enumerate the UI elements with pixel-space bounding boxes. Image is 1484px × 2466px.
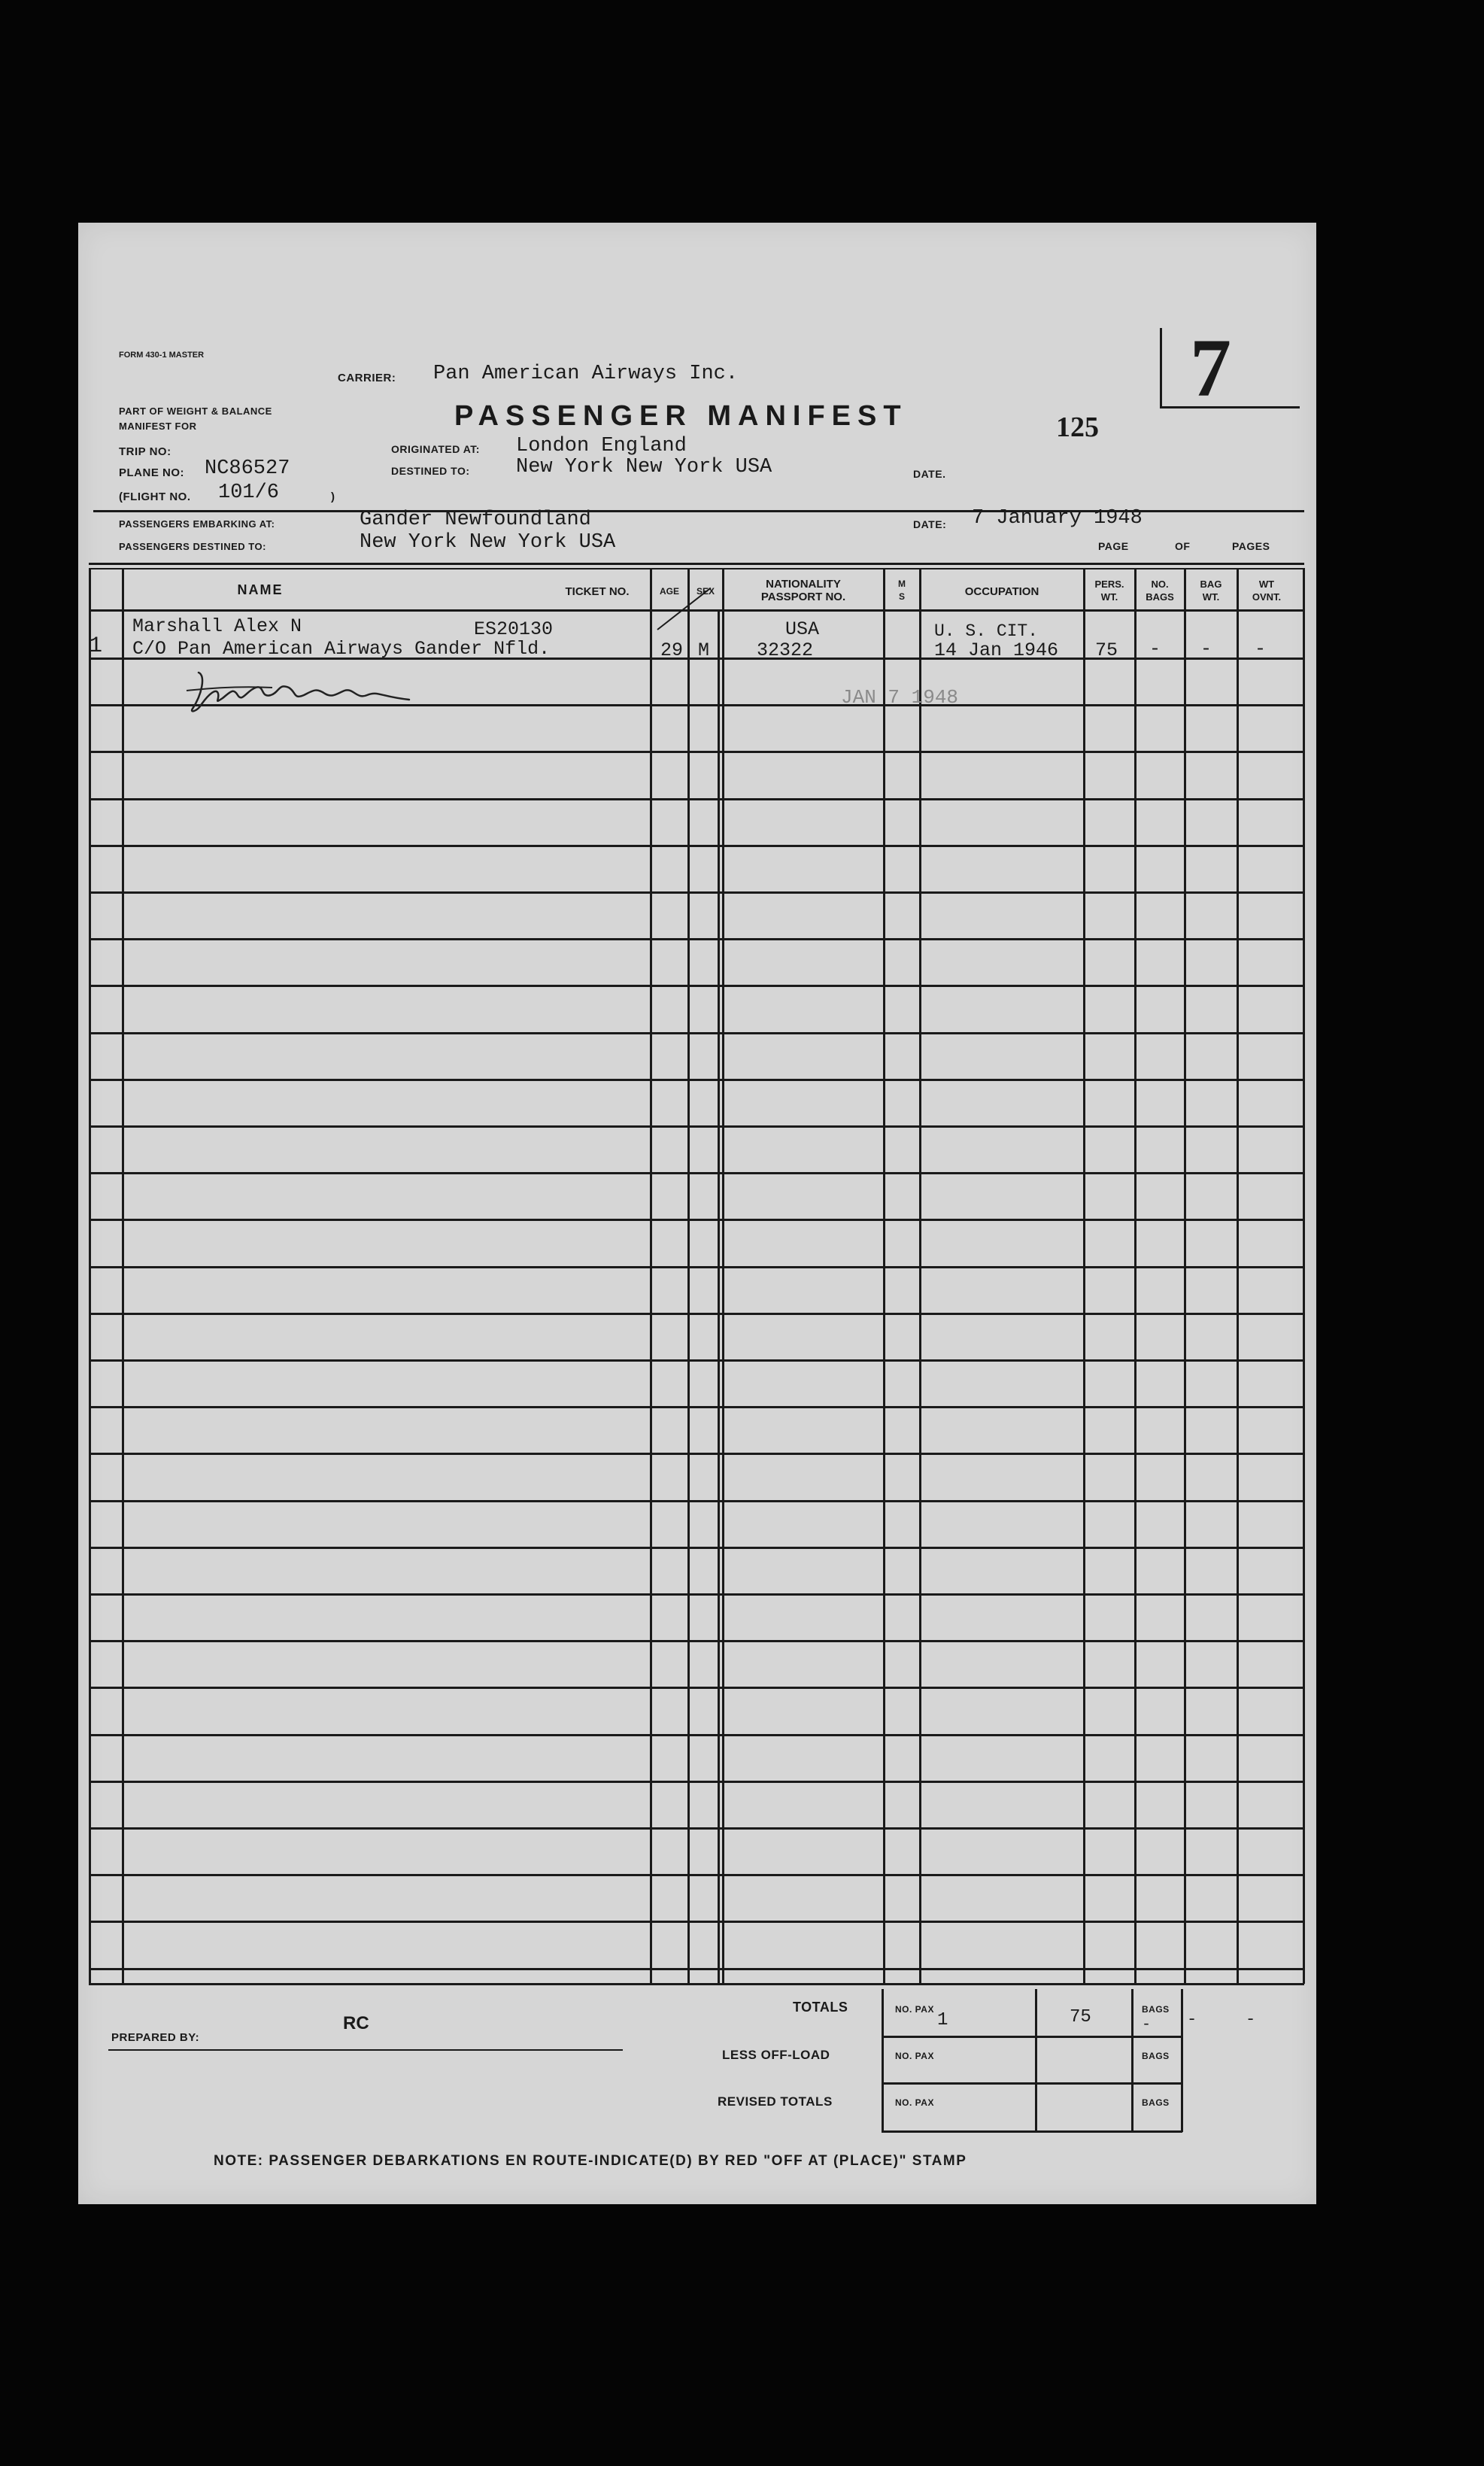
- embarking-label: PASSENGERS EMBARKING AT:: [119, 518, 275, 530]
- passenger-age: 29: [660, 639, 684, 661]
- personal-weight: 75: [1095, 639, 1118, 661]
- table-column-line: [1083, 568, 1085, 1984]
- table-row-line: [89, 1359, 1304, 1362]
- date-label: DATE.: [913, 468, 946, 480]
- col-header-ticket: TICKET NO.: [565, 585, 630, 598]
- table-column-line: [718, 609, 720, 1984]
- part-of-label: PART OF WEIGHT & BALANCE: [119, 405, 272, 417]
- table-row-line: [89, 845, 1304, 847]
- col-header-sex: SEX: [696, 586, 715, 597]
- table-column-line: [883, 568, 885, 1984]
- destined-value: New York New York USA: [516, 456, 772, 478]
- manifest-for-label: MANIFEST FOR: [119, 421, 197, 432]
- table-row-line: [89, 1781, 1304, 1783]
- col-header-bagwt-line2: WT.: [1202, 591, 1220, 603]
- totals-bag-weight-value: -: [1187, 2010, 1197, 2029]
- totals-overnight-value: -: [1246, 2010, 1256, 2029]
- table-column-line: [722, 568, 724, 1984]
- page-label: PAGE: [1098, 540, 1129, 552]
- table-top-rule: [89, 563, 1304, 565]
- form-number: FORM 430-1 MASTER: [119, 351, 205, 360]
- bag-weight: -: [1200, 638, 1212, 660]
- col-header-age: AGE: [659, 586, 679, 597]
- table-row-line: [89, 1219, 1304, 1221]
- totals-column-line: [1181, 1989, 1183, 2132]
- destined-label: DESTINED TO:: [391, 465, 470, 477]
- table-row-line: [89, 1266, 1304, 1268]
- table-row-line: [89, 1968, 1304, 1970]
- of-label: OF: [1175, 540, 1191, 552]
- table-row-line: [89, 1921, 1304, 1923]
- table-header-rule: [89, 609, 1304, 612]
- col-header-name: NAME: [237, 582, 284, 597]
- col-header-nationality-line1: NATIONALITY: [766, 578, 841, 591]
- col-header-pers-line1: PERS.: [1094, 579, 1124, 590]
- less-off-load-label: LESS OFF-LOAD: [722, 2048, 830, 2062]
- col-header-bags-line2: BAGS: [1146, 591, 1174, 603]
- totals-column-line: [882, 1989, 884, 2132]
- table-column-line: [650, 568, 652, 1984]
- col-header-ms-line2: S: [898, 591, 905, 602]
- row-number: 1: [89, 633, 103, 659]
- col-header-bagwt-line1: BAG: [1200, 579, 1222, 590]
- table-row-line: [89, 985, 1304, 987]
- table-column-line: [1303, 568, 1305, 1984]
- plane-label: PLANE NO:: [119, 466, 184, 479]
- occupation-date: 14 Jan 1946: [934, 639, 1059, 661]
- originated-label: ORIGINATED AT:: [391, 443, 480, 455]
- embarking-value: Gander Newfoundland: [360, 509, 591, 531]
- manifest-number: 125: [1056, 412, 1099, 443]
- passenger-name: Marshall Alex N: [132, 615, 302, 637]
- table-row-line: [89, 1593, 1304, 1596]
- date-stamp: JAN 7 1948: [841, 686, 959, 709]
- prepared-by-label: PREPARED BY:: [111, 2031, 200, 2044]
- page-title: PASSENGER MANIFEST: [454, 400, 908, 432]
- col-header-bags: [1136, 578, 1184, 603]
- nationality: USA: [785, 618, 820, 640]
- destined-passengers-value: New York New York USA: [360, 531, 616, 554]
- col-header-ms-line1: M: [898, 579, 906, 589]
- table-top-rule-inner: [89, 568, 1304, 569]
- originated-value: London England: [516, 435, 687, 457]
- totals-row-line: [882, 2130, 1182, 2133]
- manifest-sheet: [78, 223, 1316, 2204]
- col-header-pers-line2: WT.: [1100, 591, 1118, 603]
- table-column-line: [919, 568, 921, 1984]
- table-bottom-rule: [89, 1983, 1304, 1985]
- table-row-line: [89, 1640, 1304, 1642]
- totals-row-line: [882, 2082, 1182, 2085]
- totals-column-line: [1035, 1989, 1037, 2132]
- less-bags-label: BAGS: [1142, 2051, 1170, 2061]
- carrier-value: Pan American Airways Inc.: [433, 363, 739, 385]
- col-header-occupation: OCCUPATION: [964, 585, 1039, 598]
- corner-box-left: [1160, 328, 1162, 406]
- totals-column-line: [1131, 1989, 1133, 2132]
- table-row-line: [89, 891, 1304, 894]
- table-row-line: [89, 798, 1304, 800]
- totals-pax-label: NO. PAX: [895, 2004, 934, 2015]
- carrier-label: CARRIER:: [338, 372, 396, 384]
- passenger-sex: M: [698, 639, 710, 661]
- revised-bags-label: BAGS: [1142, 2097, 1170, 2108]
- col-header-bags-line1: NO.: [1151, 579, 1169, 590]
- table-row-line: [89, 1500, 1304, 1502]
- pages-label: PAGES: [1232, 540, 1270, 552]
- footer-note: NOTE: PASSENGER DEBARKATIONS EN ROUTE-INDICATE(D) BY RED "OFF AT (PLACE)" STAMP: [214, 2153, 967, 2169]
- flight-close: ): [331, 490, 335, 503]
- ticket-number: ES20130: [474, 618, 554, 640]
- totals-pax-value: 1: [937, 2010, 948, 2030]
- totals-row-line: [882, 2036, 1182, 2038]
- table-row-line: [89, 1032, 1304, 1034]
- handwritten-signature: [184, 665, 424, 718]
- plane-value: NC86527: [205, 457, 290, 480]
- totals-bags-value: -: [1142, 2016, 1152, 2033]
- table-row-line: [89, 1079, 1304, 1081]
- passport-number: 32322: [757, 639, 814, 661]
- less-pax-label: NO. PAX: [895, 2051, 934, 2061]
- prepared-by-value: RC: [343, 2013, 369, 2033]
- destined-passengers-label: PASSENGERS DESTINED TO:: [119, 541, 266, 552]
- table-row-line: [89, 1687, 1304, 1689]
- table-row-line: [89, 1547, 1304, 1549]
- table-row-line: [89, 1874, 1304, 1876]
- table-column-line: [1184, 568, 1186, 1984]
- col-header-ms: [885, 578, 919, 603]
- flight-label: (FLIGHT NO.: [119, 490, 191, 503]
- table-row-line: [89, 1172, 1304, 1174]
- table-column-line: [89, 568, 91, 1984]
- table-row-line: [89, 1125, 1304, 1128]
- prepared-by-line: [108, 2049, 623, 2051]
- table-row-line: [89, 1406, 1304, 1408]
- date2-label: DATE:: [913, 518, 947, 530]
- revised-pax-label: NO. PAX: [895, 2097, 934, 2108]
- table-row-line: [89, 938, 1304, 940]
- col-header-ovnt-line1: WT: [1258, 579, 1275, 590]
- col-header-nationality-line2: PASSPORT NO.: [760, 591, 846, 603]
- table-row-line: [89, 751, 1304, 753]
- corner-number: 7: [1190, 322, 1231, 414]
- table-column-line: [1134, 568, 1137, 1984]
- table-column-line: [687, 568, 690, 1984]
- totals-bags-label: BAGS: [1142, 2004, 1170, 2015]
- col-header-ovnt-line2: OVNT.: [1252, 591, 1282, 603]
- occupation-status: U. S. CIT.: [934, 621, 1039, 641]
- table-row-line: [89, 1453, 1304, 1455]
- totals-label: TOTALS: [793, 2000, 848, 2015]
- passenger-address: C/O Pan American Airways Gander Nfld.: [132, 638, 551, 660]
- col-header-bag-wt: [1185, 578, 1237, 603]
- table-row-line: [89, 1313, 1304, 1315]
- table-row-line: [89, 1734, 1304, 1736]
- totals-weight-value: 75: [1070, 2007, 1091, 2027]
- table-row-line: [89, 1827, 1304, 1830]
- revised-totals-label: REVISED TOTALS: [718, 2094, 833, 2109]
- date2-value: 7 January 1948: [972, 507, 1143, 530]
- bag-count: -: [1149, 638, 1161, 660]
- trip-label: TRIP NO:: [119, 445, 171, 458]
- col-header-ovnt: [1238, 578, 1295, 603]
- col-header-pers-wt: [1085, 578, 1134, 603]
- col-header-nationality: [724, 578, 883, 603]
- flight-value: 101/6: [218, 481, 280, 504]
- overnight-weight: -: [1255, 638, 1267, 660]
- table-column-line: [1237, 568, 1239, 1984]
- table-column-line: [122, 568, 124, 1984]
